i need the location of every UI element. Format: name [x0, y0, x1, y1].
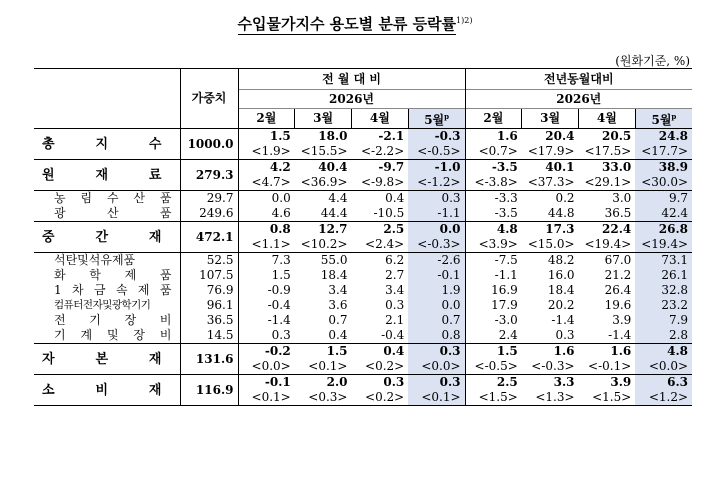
row-weight: 249.6 [180, 206, 238, 222]
value-cell: 38.9 [635, 160, 692, 176]
table-row [34, 129, 692, 145]
value-cell: 2.8 [635, 328, 692, 344]
value-cell: -0.4 [381, 328, 405, 342]
value-cell: 44.8 [547, 206, 575, 220]
value-cell: 26.4 [604, 283, 632, 297]
value-cell: 17.9 [465, 298, 522, 313]
row-weight: 116.9 [180, 375, 238, 406]
value-cell: 2.7 [385, 268, 405, 282]
value-cell-sub: <10.2> [300, 237, 348, 251]
value-cell-sub: <0.2> [352, 390, 409, 406]
value-cell: 2.5 [465, 375, 522, 391]
value-cell-sub: <1.3> [522, 390, 579, 406]
value-cell: 1.5 [238, 129, 295, 145]
value-cell: 0.0 [408, 298, 465, 313]
value-cell-sub: <0.1> [408, 390, 465, 406]
row-label: 컴퓨터전자및광학기기 [54, 299, 151, 311]
row-weight: 279.3 [180, 160, 238, 191]
table-row [34, 268, 692, 283]
value-cell: -2.6 [408, 253, 465, 269]
row-weight: 472.1 [180, 222, 238, 253]
value-cell: 4.6 [238, 206, 295, 222]
table-title [0, 13, 710, 34]
value-cell-sub: <-0.3> [531, 359, 575, 373]
value-cell-sub: <4.7> [238, 175, 295, 191]
value-cell: 0.4 [352, 344, 409, 360]
value-cell-sub: <-2.2> [361, 144, 405, 158]
row-label: 총 지 수 [34, 129, 180, 160]
row-label: 전 기 장 비 [54, 313, 172, 327]
value-cell: 40.4 [295, 160, 352, 176]
value-cell: 26.1 [635, 268, 692, 283]
value-cell: 3.9 [579, 375, 636, 391]
value-cell-sub: <1.9> [238, 144, 295, 160]
table-row [34, 375, 692, 391]
value-cell-sub: <-9.8> [361, 175, 405, 189]
value-cell: 0.7 [328, 313, 348, 327]
value-cell: 2.4 [465, 328, 522, 344]
row-label: 농 림 수 산 품 [34, 191, 180, 207]
value-cell: 1.9 [408, 283, 465, 298]
table-row [34, 344, 692, 360]
header-month-yoy-2: 2월 [465, 109, 522, 129]
value-cell-sub: <1.1> [238, 237, 295, 253]
row-label: 1 차 금 속 제 품 [54, 283, 172, 297]
value-cell: 9.7 [635, 191, 692, 207]
value-cell: 18.4 [547, 283, 575, 297]
header-month-yoy-5: 5월$^p$ [635, 109, 692, 129]
value-cell: 1.6 [522, 344, 579, 360]
table-row [34, 222, 692, 238]
value-cell-sub: <15.5> [300, 144, 348, 158]
value-cell: -3.5 [465, 206, 522, 222]
row-label: 중 간 재 [34, 222, 180, 253]
value-cell: -3.0 [465, 313, 522, 328]
value-cell-sub: <17.7> [635, 144, 692, 160]
value-cell-sub: <19.4> [584, 237, 632, 251]
value-cell: 23.2 [635, 298, 692, 313]
header-year-mom: 2026년 [238, 90, 465, 109]
value-cell-sub: <29.1> [584, 175, 632, 189]
value-cell-sub: <3.9> [465, 237, 522, 253]
header-group-yoy: 전년동월대비 [465, 69, 692, 90]
row-weight: 14.5 [180, 328, 238, 344]
value-cell: 1.5 [238, 268, 295, 283]
value-cell: 7.3 [238, 253, 295, 269]
table-row [34, 206, 692, 222]
value-cell: 22.4 [579, 222, 636, 238]
value-cell: -0.3 [408, 129, 465, 145]
header-month-mom-5: 5월$^p$ [408, 109, 465, 129]
value-cell: 0.4 [328, 328, 348, 342]
value-cell: 12.7 [295, 222, 352, 238]
value-cell: -0.1 [238, 375, 295, 391]
value-cell: 17.3 [522, 222, 579, 238]
value-cell: 4.2 [238, 160, 295, 176]
row-label: 화 학 제 품 [54, 268, 172, 282]
value-cell-sub: <1.5> [465, 390, 522, 406]
value-cell: 1.5 [465, 344, 522, 360]
value-cell: -9.7 [352, 160, 409, 176]
value-cell-sub: <0.3> [295, 390, 352, 406]
row-weight: 36.5 [180, 313, 238, 328]
value-cell: -0.2 [238, 344, 295, 360]
value-cell: -1.4 [551, 313, 575, 327]
value-cell-sub: <-3.8> [465, 175, 522, 191]
value-cell: 2.0 [295, 375, 352, 391]
row-weight: 29.7 [180, 191, 238, 207]
value-cell: 0.3 [408, 191, 465, 207]
header-year-yoy: 2026년 [465, 90, 692, 109]
header-month-mom-4: 4월 [352, 109, 409, 129]
preliminary-mark: p [671, 112, 677, 121]
title-footnote-mark: 1)2) [456, 16, 473, 25]
value-cell: 0.3 [385, 298, 405, 312]
value-cell: 6.3 [635, 375, 692, 391]
row-weight: 52.5 [180, 253, 238, 269]
value-cell: 1.6 [579, 344, 636, 360]
value-cell: 16.0 [547, 268, 575, 282]
value-cell: 7.9 [635, 313, 692, 328]
preliminary-mark: p [444, 112, 450, 121]
value-cell-sub: <37.3> [527, 175, 575, 189]
value-cell: -1.0 [408, 160, 465, 176]
value-cell-sub: <19.4> [635, 237, 692, 253]
value-cell-sub: <0.7> [465, 144, 522, 160]
value-cell: 26.8 [635, 222, 692, 238]
value-cell: -1.1 [465, 268, 522, 283]
header-month-yoy-4: 4월 [579, 109, 636, 129]
value-cell: 18.4 [320, 268, 348, 282]
value-cell: -3.3 [465, 191, 522, 207]
value-cell-sub: <17.5> [584, 144, 632, 158]
value-cell: 0.3 [408, 344, 465, 360]
value-cell: 55.0 [295, 253, 352, 269]
value-cell: 0.7 [408, 313, 465, 328]
value-cell: 67.0 [579, 253, 636, 269]
value-cell: 42.4 [635, 206, 692, 222]
header-blank [34, 69, 180, 129]
value-cell: 24.8 [635, 129, 692, 145]
value-cell: 20.5 [579, 129, 636, 145]
value-cell: 2.5 [352, 222, 409, 238]
value-cell: 73.1 [635, 253, 692, 269]
value-cell-sub: <0.0> [635, 359, 692, 375]
value-cell: 6.2 [352, 253, 409, 269]
value-cell-sub: <-0.1> [588, 359, 632, 373]
value-cell: 4.4 [295, 191, 352, 207]
value-cell: 32.8 [635, 283, 692, 298]
title-text: 수입물가지수 용도별 분류 등락률 [237, 15, 457, 33]
import-price-index-table [34, 68, 692, 406]
value-cell: 20.2 [547, 298, 575, 312]
value-cell: 4.8 [465, 222, 522, 238]
value-cell-sub: <-0.3> [408, 237, 465, 253]
value-cell: -7.5 [465, 253, 522, 269]
row-label: 원 재 료 [34, 160, 180, 191]
value-cell: 19.6 [604, 298, 632, 312]
value-cell-sub: <0.0> [238, 359, 295, 375]
value-cell: 3.4 [385, 283, 405, 297]
value-cell: 48.2 [522, 253, 579, 269]
value-cell: -1.4 [608, 328, 632, 342]
value-cell: -1.4 [238, 313, 295, 328]
value-cell-sub: <1.2> [635, 390, 692, 406]
value-cell: 0.0 [238, 191, 295, 207]
value-cell: 0.3 [555, 328, 575, 342]
value-cell: 21.2 [604, 268, 632, 282]
value-cell: 0.8 [238, 222, 295, 238]
value-cell-sub: <30.0> [635, 175, 692, 191]
value-cell: 2.1 [385, 313, 405, 327]
header-month-yoy-3: 3월 [522, 109, 579, 129]
value-cell: 33.0 [579, 160, 636, 176]
table-row [34, 298, 692, 313]
header-weight: 가중치 [180, 69, 238, 129]
value-cell: 44.4 [320, 206, 348, 220]
value-cell: 0.0 [408, 222, 465, 238]
table-row [34, 160, 692, 176]
value-cell: 0.3 [352, 375, 409, 391]
row-label: 기 계 및 장 비 [54, 328, 172, 342]
value-cell: 0.3 [238, 328, 295, 344]
table-row [34, 313, 692, 328]
table-row [34, 283, 692, 298]
row-label: 광 산 품 [54, 206, 172, 220]
value-cell: 3.6 [328, 298, 348, 312]
value-cell: 40.1 [522, 160, 579, 176]
value-cell: 0.8 [408, 328, 465, 344]
value-cell: -0.4 [238, 298, 295, 313]
value-cell-sub: <0.1> [238, 390, 295, 406]
value-cell-sub: <1.5> [579, 390, 636, 406]
value-cell-sub: <-0.5> [465, 359, 522, 375]
header-row-groups [34, 69, 692, 90]
row-weight: 76.9 [180, 283, 238, 298]
row-label: 석탄및석유제품 [34, 253, 180, 269]
value-cell: 1.5 [295, 344, 352, 360]
header-month-mom-2: 2월 [238, 109, 295, 129]
row-weight: 131.6 [180, 344, 238, 375]
value-cell: 3.9 [612, 313, 632, 327]
value-cell: 3.0 [579, 191, 636, 207]
value-cell: 0.4 [352, 191, 409, 207]
value-cell: 0.2 [522, 191, 579, 207]
table-row [34, 253, 692, 269]
value-cell: 3.3 [522, 375, 579, 391]
value-cell: -3.5 [465, 160, 522, 176]
value-cell: 20.4 [522, 129, 579, 145]
table-row [34, 191, 692, 207]
value-cell-sub: <0.1> [308, 359, 348, 373]
value-cell-sub: <0.0> [408, 359, 465, 375]
value-cell: 18.0 [295, 129, 352, 145]
value-cell-sub: <36.9> [300, 175, 348, 189]
row-weight: 96.1 [180, 298, 238, 313]
value-cell: -0.1 [408, 268, 465, 283]
value-cell-sub: <-0.5> [408, 144, 465, 160]
value-cell-sub: <-1.2> [408, 175, 465, 191]
row-weight: 107.5 [180, 268, 238, 283]
value-cell-sub: <2.4> [365, 237, 405, 251]
value-cell: 16.9 [465, 283, 522, 298]
value-cell-sub: <17.9> [527, 144, 575, 158]
header-month-mom-3: 3월 [295, 109, 352, 129]
value-cell: 0.3 [408, 375, 465, 391]
table-row [34, 328, 692, 344]
unit-note: (원화기준, %) [615, 54, 690, 68]
value-cell: 1.6 [465, 129, 522, 145]
header-group-mom: 전 월 대 비 [238, 69, 465, 90]
value-cell: 3.4 [328, 283, 348, 297]
value-cell: 36.5 [604, 206, 632, 220]
row-label: 소 비 재 [34, 375, 180, 406]
value-cell: 4.8 [635, 344, 692, 360]
value-cell-sub: <15.0> [527, 237, 575, 251]
row-weight: 1000.0 [180, 129, 238, 160]
value-cell: -10.5 [373, 206, 405, 220]
value-cell: -0.9 [238, 283, 295, 298]
value-cell: -2.1 [352, 129, 409, 145]
value-cell: -1.1 [408, 206, 465, 222]
value-cell-sub: <0.2> [365, 359, 405, 373]
row-label: 자 본 재 [34, 344, 180, 375]
